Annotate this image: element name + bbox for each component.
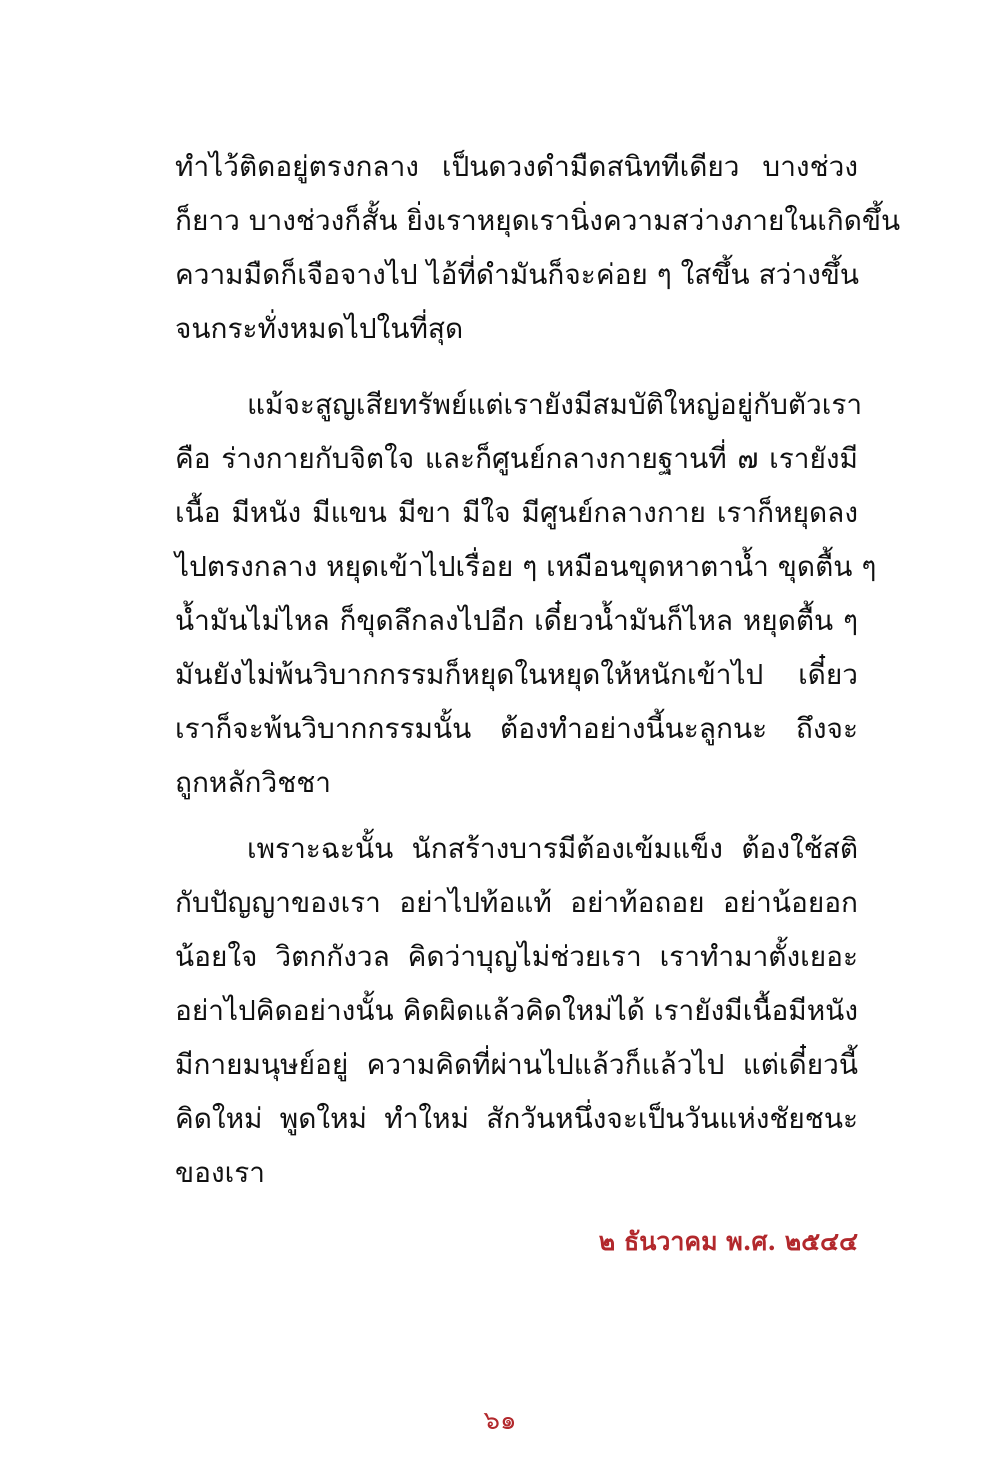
paragraph-line: ความมืดก็เจือจางไป ไอ้ที่ดำมันก็จะค่อย ๆ ใสขึ้น สว่างขึ้น (175, 258, 860, 291)
paragraph-line: เนื้อ มีหนัง มีแขน มีขา มีใจ มีศูนย์กลางกาย เราก็หยุดลง (175, 496, 858, 529)
paragraph-line: เพราะฉะนั้น นักสร้างบารมีต้องเข้มแข็ง ต้องใช้สติ (247, 832, 858, 865)
date-line: ๒ ธันวาคม พ.ศ. ๒๕๔๔ (598, 1227, 858, 1256)
paragraph-line: น้อยใจ วิตกกังวล คิดว่าบุญไม่ช่วยเรา เราทำมาตั้งเยอะ (175, 940, 858, 973)
paragraph-line: อย่าไปคิดอย่างนั้น คิดผิดแล้วคิดใหม่ได้ เรายังมีเนื้อมีหนัง (175, 994, 858, 1027)
paragraph-line: คือ ร่างกายกับจิตใจ และก็ศูนย์กลางกายฐานที่ ๗ เรายังมี (175, 442, 858, 475)
paragraph-line: มีกายมนุษย์อยู่ ความคิดที่ผ่านไปแล้วก็แล้วไป แต่เดี๋ยวนี้ (175, 1048, 858, 1081)
paragraph-line: ก็ยาว บางช่วงก็สั้น ยิ่งเราหยุดเรานิ่งความสว่างภายในเกิดขึ้น (175, 204, 901, 237)
paragraph-line: แม้จะสูญเสียทรัพย์แต่เรายังมีสมบัติใหญ่อยู่กับตัวเรา (247, 388, 863, 421)
paragraph-line: มันยังไม่พ้นวิบากกรรมก็หยุดในหยุดให้หนักเข้าไป เดี๋ยว (175, 658, 858, 691)
paragraph-line: ทำไว้ติดอยู่ตรงกลาง เป็นดวงดำมืดสนิททีเดียว บางช่วง (175, 150, 858, 183)
paragraph-line: น้ำมันไม่ไหล ก็ขุดลึกลงไปอีก เดี๋ยวน้ำมันก็ไหล หยุดตื้น ๆ (175, 604, 858, 637)
paragraph-line: ถูกหลักวิชชา (175, 766, 331, 799)
page-number: ๖๑ (483, 1406, 517, 1436)
paragraph-line: เราก็จะพ้นวิบากกรรมนั้น ต้องทำอย่างนี้นะลูกนะ ถึงจะ (175, 712, 858, 745)
paragraph-line: จนกระทั่งหมดไปในที่สุด (175, 312, 464, 345)
paragraph-line: กับปัญญาของเรา อย่าไปท้อแท้ อย่าท้อถอย อย่าน้อยอก (175, 886, 858, 919)
paragraph-line: ของเรา (175, 1156, 265, 1189)
paragraph-line: คิดใหม่ พูดใหม่ ทำใหม่ สักวันหนึ่งจะเป็นวันแห่งชัยชนะ (175, 1102, 858, 1135)
paragraph-line: ไปตรงกลาง หยุดเข้าไปเรื่อย ๆ เหมือนขุดหาตาน้ำ ขุดตื้น ๆ (175, 550, 877, 583)
